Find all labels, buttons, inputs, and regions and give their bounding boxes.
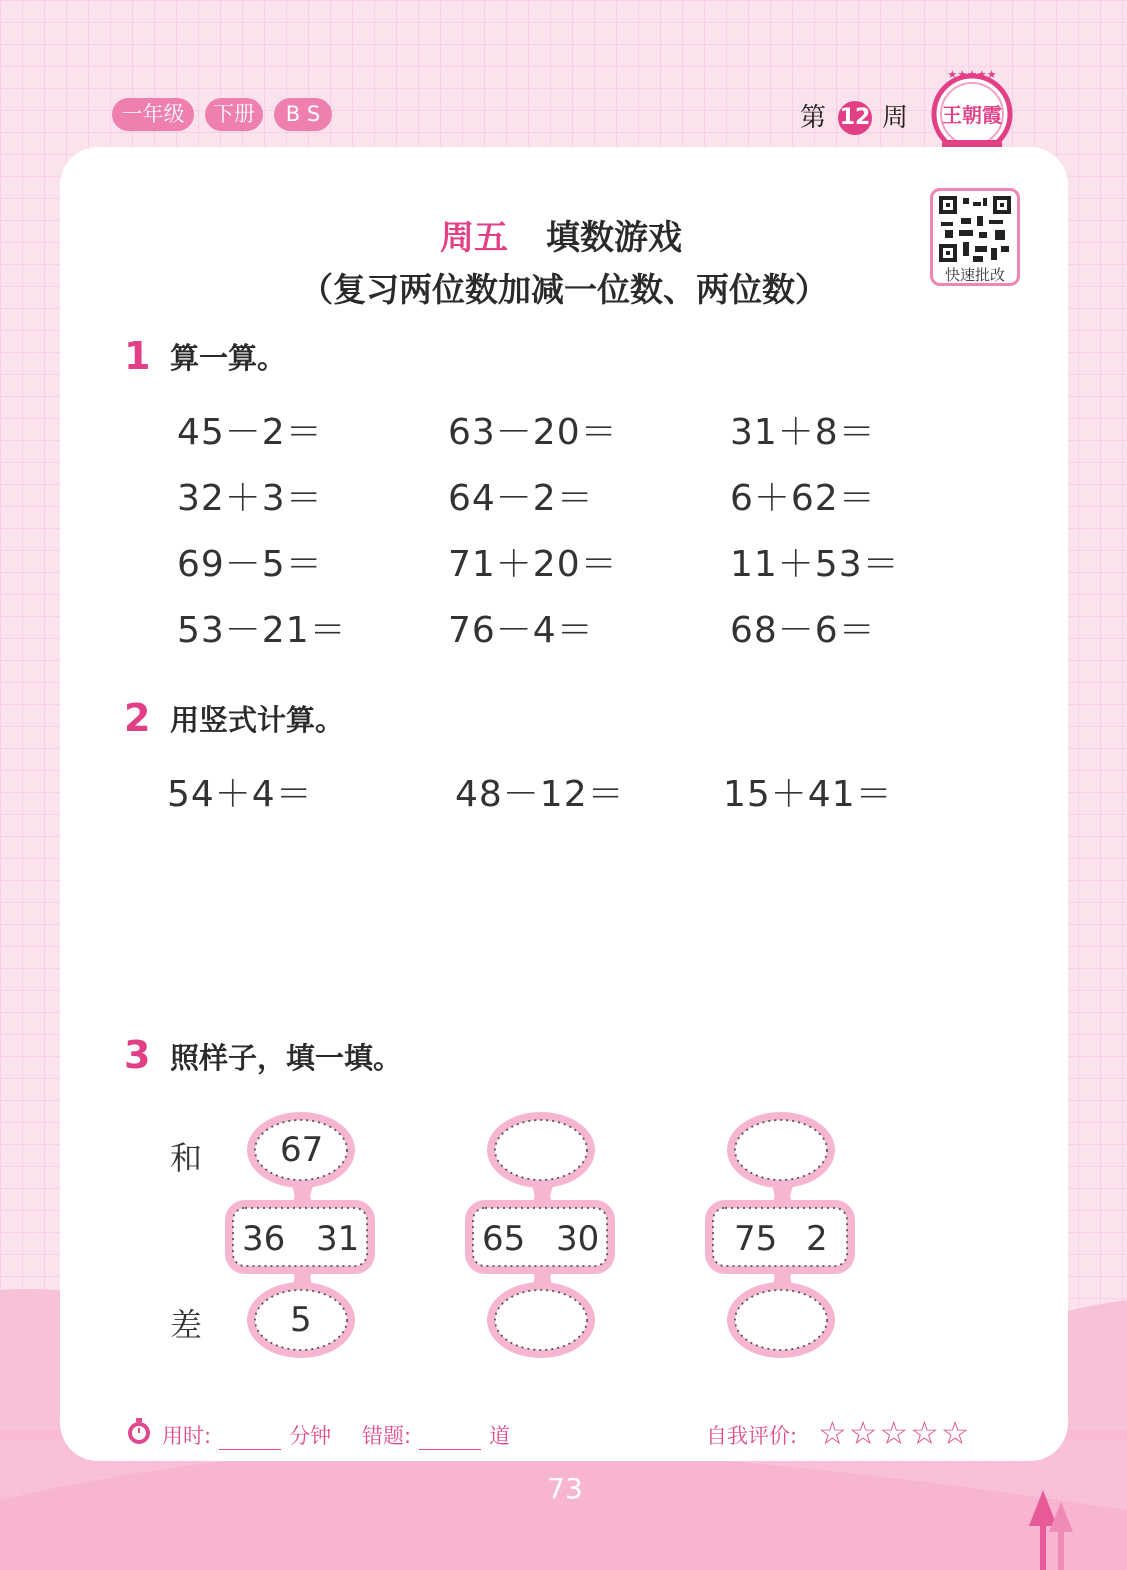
difference-label: 差 [170,1306,203,1344]
volume-badge: 下册 [205,98,263,131]
week-suffix: 周 [882,103,909,133]
sum-label: 和 [170,1139,203,1177]
problem: 64－2＝ [448,478,594,519]
vertical-problem: 48－12＝ [455,774,625,815]
section3-number: 3 [124,1033,151,1077]
brand-logo [930,70,1014,158]
section1-title: 算一算。 [170,341,287,375]
problem: 68－6＝ [730,610,876,651]
page-number: 73 [547,1472,583,1505]
time-field [162,1420,331,1450]
qr-code-icon [939,196,1011,262]
section2-number: 2 [124,696,151,740]
time-blank[interactable] [219,1429,281,1450]
vertical-problem: 54＋4＝ [167,774,313,815]
addend-a: 65 [482,1219,526,1259]
errors-field [362,1420,510,1450]
section1-number: 1 [124,334,151,378]
arrow-decoration-icon [1025,1490,1075,1570]
svg-text:★★★★★: ★★★★★ [947,70,997,81]
addend-b: 31 [316,1219,360,1259]
problem: 69－5＝ [177,544,323,585]
errors-unit: 道 [489,1424,511,1448]
edition-badge: B S [274,98,332,131]
problem: 11＋53＝ [730,544,900,585]
page-title [440,210,682,259]
stopwatch-icon [124,1416,154,1446]
rating-stars[interactable]: ☆☆☆☆☆ [818,1414,972,1452]
qr-label: 快速批改 [944,266,1005,284]
week-number-badge: 12 [838,101,872,135]
section2-title: 用竖式计算。 [170,703,345,737]
week-prefix: 第 [800,103,827,133]
addend-a: 75 [734,1219,778,1259]
self-eval-label: 自我评价: [706,1424,798,1448]
vertical-problem: 15＋41＝ [723,774,893,815]
difference-value[interactable]: 5 [290,1300,312,1340]
problem: 76－4＝ [448,610,594,651]
title-day: 周五 [440,218,508,258]
problem: 32＋3＝ [177,478,323,519]
problem: 6＋62＝ [730,478,876,519]
addend-b: 30 [556,1219,600,1259]
problem: 45－2＝ [177,412,323,453]
errors-label: 错题: [362,1424,412,1448]
addend-b: 2 [806,1219,828,1259]
time-unit: 分钟 [289,1424,332,1448]
errors-blank[interactable] [419,1429,481,1450]
problem: 63－20＝ [448,412,618,453]
time-label: 用时: [162,1424,212,1448]
problem: 31＋8＝ [730,412,876,453]
section3-title: 照样子，填一填。 [170,1041,403,1075]
grade-badge: 一年级 [112,98,194,131]
page-subtitle: （复习两位数加减一位数、两位数） [300,270,828,309]
sum-value[interactable]: 67 [280,1130,324,1170]
number-bubble-group [705,1112,860,1362]
problem: 53－21＝ [177,610,347,651]
title-name: 填数游戏 [546,218,682,258]
logo-text: 王朝霞 [942,103,1002,127]
addend-a: 36 [242,1219,286,1259]
problem: 71＋20＝ [448,544,618,585]
